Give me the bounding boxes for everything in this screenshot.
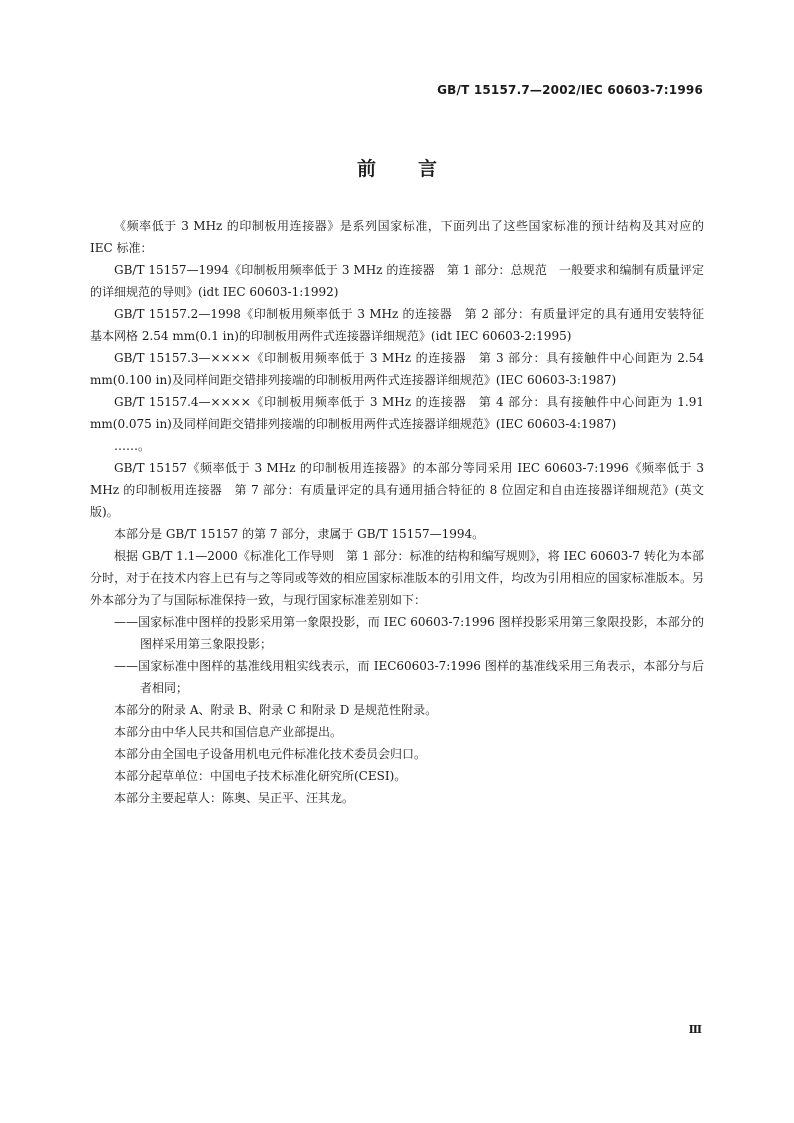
paragraph-ellipsis: ……。 (114, 439, 151, 453)
paragraph-part-2: GB/T 15157.2—1998《印制板用频率低于 3 MHz 的连接器 第 2 部分：有质量评定的具有通用安装特征 基本网格 2.54 mm(0.1 in)的印制板用两件式连接器详细规范》(idt IEC 60603-2:1995) (90, 307, 717, 343)
page-number: Ⅲ (688, 1023, 702, 1036)
paragraph-annexes: 本部分的附录 A、附录 B、附录 C 和附录 D 是规范性附录。 (114, 703, 438, 717)
dash-item-projection: ——国家标准中图样的投影采用第一象限投影，而 IEC 60603-7:1996 图样投影采用第三象限投影，本部分的图样采用第三象限投影； (114, 615, 704, 651)
foreword-body (90, 215, 717, 809)
paragraph-adoption: GB/T 15157《频率低于 3 MHz 的印制板用连接器》的本部分等同采用 IEC 60603-7:1996《频率低于 3 MHz 的印制板用连接器 第 7 部分：有质量评定的具有通用插合特征的 8 位固定和自由连接器详细规范》(英文版)。 (90, 461, 704, 519)
paragraph-drafters: 本部分主要起草人：陈奥、吴正平、汪其龙。 (114, 791, 355, 805)
paragraph-part-relation: 本部分是 GB/T 15157 的第 7 部分，隶属于 GB/T 15157—1994。 (114, 527, 485, 541)
dash-item-datum-line: ——国家标准中图样的基准线用粗实线表示，而 IEC60603-7:1996 图样的基准线采用三角表示，本部分与后者相同； (114, 659, 704, 695)
page-title: 前言 (356, 158, 479, 180)
paragraph-part-1: GB/T 15157—1994《印制板用频率低于 3 MHz 的连接器 第 1 部分：总规范 一般要求和编制有质量评定的详细规范的导则》(idt IEC 60603-1:1992) (90, 263, 704, 299)
paragraph-committee: 本部分由全国电子设备用机电元件标准化技术委员会归口。 (114, 747, 427, 761)
paragraph-part-4: GB/T 15157.4—××××《印制板用频率低于 3 MHz 的连接器 第 4 部分：具有接触件中心间距为 1.91 mm(0.075 in)及同样间距交错排列接端的印制板用两件式连接器详细规范》(IEC 60603-4:1987) (90, 395, 704, 431)
paragraph-drafting-unit: 本部分起草单位：中国电子技术标准化研究所(CESI)。 (114, 769, 407, 783)
paragraph-conversion: 根据 GB/T 1.1—2000《标准化工作导则 第 1 部分：标准的结构和编写规则》，将 IEC 60603-7 转化为本部分时，对于在技术内容上已有与之等同或等效的相应国家标准版本的引用文件，均改为引用相应的国家标准版本。另外本部分为了与国际标准保持一致，与现行国家标准差别如下： (90, 549, 704, 607)
standard-number: GB/T 15157.7—2002/IEC 60603-7:1996 (437, 83, 703, 97)
paragraph-proposer: 本部分由中华人民共和国信息产业部提出。 (114, 725, 343, 739)
paragraph-intro: 《频率低于 3 MHz 的印制板用连接器》是系列国家标准，下面列出了这些国家标准的预计结构及其对应的 IEC 标准： (90, 219, 704, 255)
paragraph-part-3: GB/T 15157.3—××××《印制板用频率低于 3 MHz 的连接器 第 3 部分：具有接触件中心间距为 2.54 mm(0.100 in)及同样间距交错排列接端的印制板用两件式连接器详细规范》(IEC 60603-3:1987) (90, 351, 704, 387)
